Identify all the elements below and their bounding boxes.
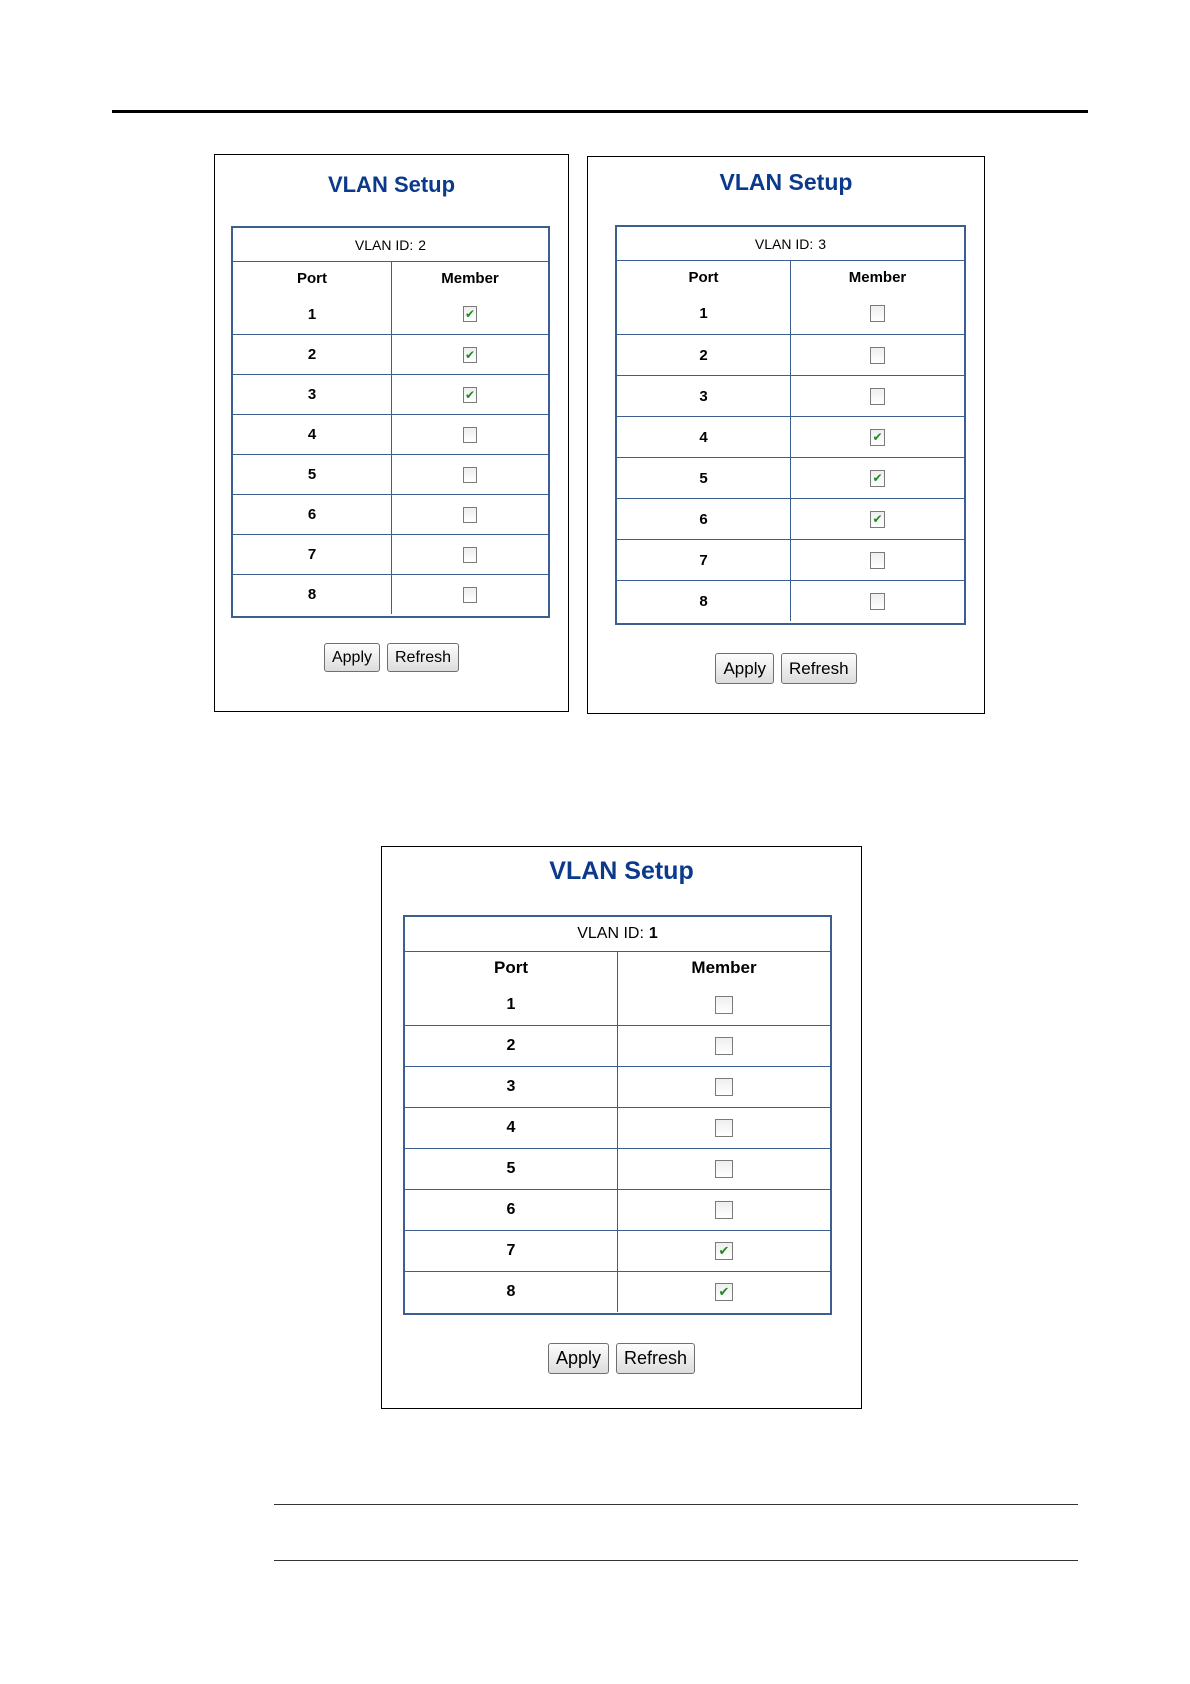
checkbox-empty-icon[interactable] bbox=[870, 347, 885, 364]
table-row bbox=[405, 1148, 830, 1189]
member-cell bbox=[392, 375, 548, 414]
member-cell bbox=[791, 581, 964, 621]
checkbox-empty-icon[interactable] bbox=[463, 467, 477, 483]
member-cell bbox=[618, 1026, 830, 1066]
table-header-row bbox=[617, 260, 964, 293]
table-row bbox=[233, 574, 548, 614]
table-row bbox=[405, 1189, 830, 1230]
port-number: 6 bbox=[617, 499, 791, 539]
bottom-rule-upper bbox=[274, 1504, 1078, 1505]
port-number: 7 bbox=[617, 540, 791, 580]
port-number: 4 bbox=[233, 415, 392, 454]
port-number: 2 bbox=[233, 335, 392, 374]
table-row bbox=[405, 1271, 830, 1312]
vlan-setup-panel-vlan-3 bbox=[587, 156, 985, 714]
port-column-header: Port bbox=[405, 952, 618, 984]
port-number: 4 bbox=[405, 1108, 618, 1148]
vlan-id-label: VLAN ID: bbox=[577, 925, 644, 942]
member-column-header: Member bbox=[441, 269, 499, 287]
panel-title: VLAN Setup bbox=[327, 172, 456, 197]
checkbox-empty-icon[interactable] bbox=[463, 587, 477, 603]
table-row bbox=[233, 494, 548, 534]
port-number: 4 bbox=[617, 417, 791, 457]
member-cell bbox=[791, 376, 964, 416]
member-cell bbox=[618, 984, 830, 1025]
port-number: 1 bbox=[233, 294, 392, 334]
table-header-row bbox=[233, 261, 548, 294]
checkbox-empty-icon[interactable] bbox=[715, 1037, 733, 1055]
table-row bbox=[405, 1107, 830, 1148]
port-number: 8 bbox=[617, 581, 791, 621]
port-number: 8 bbox=[405, 1272, 618, 1312]
checkbox-checked-icon[interactable]: ✔ bbox=[870, 429, 885, 446]
checkbox-checked-icon[interactable]: ✔ bbox=[464, 307, 476, 321]
member-cell bbox=[791, 417, 964, 457]
vlan-id-value: 2 bbox=[418, 236, 427, 253]
checkbox-empty-icon[interactable] bbox=[463, 507, 477, 523]
member-cell bbox=[791, 540, 964, 580]
vlan-id-row bbox=[405, 917, 830, 951]
member-cell bbox=[618, 1231, 830, 1271]
port-number: 2 bbox=[617, 335, 791, 375]
top-rule bbox=[112, 110, 1088, 113]
vlan-id-cell bbox=[233, 228, 548, 261]
checkbox-empty-icon[interactable] bbox=[715, 1201, 733, 1219]
table-row bbox=[617, 375, 964, 416]
port-number: 5 bbox=[405, 1149, 618, 1189]
checkbox-empty-icon[interactable] bbox=[463, 427, 477, 443]
vlan-id-row bbox=[617, 227, 964, 260]
checkbox-empty-icon[interactable] bbox=[870, 388, 885, 405]
vlan-id-label: VLAN ID: bbox=[354, 236, 414, 253]
table-row bbox=[233, 414, 548, 454]
table-row bbox=[405, 1066, 830, 1107]
button-bar bbox=[588, 653, 984, 684]
button-bar bbox=[215, 643, 568, 672]
vlan-setup-panel-vlan-1 bbox=[381, 846, 862, 1409]
apply-button[interactable]: Apply bbox=[548, 1343, 609, 1374]
vlan-id-cell bbox=[617, 227, 964, 260]
panel-title: VLAN Setup bbox=[719, 169, 853, 195]
member-cell bbox=[791, 458, 964, 498]
table-row bbox=[617, 334, 964, 375]
vlan-id-row bbox=[233, 228, 548, 261]
port-number: 3 bbox=[405, 1067, 618, 1107]
checkbox-checked-icon[interactable]: ✔ bbox=[870, 470, 885, 487]
checkbox-empty-icon[interactable] bbox=[715, 1160, 733, 1178]
table-header-row bbox=[405, 951, 830, 984]
member-cell bbox=[618, 1108, 830, 1148]
port-number: 3 bbox=[617, 376, 791, 416]
port-number: 7 bbox=[233, 535, 392, 574]
table-row bbox=[233, 454, 548, 494]
vlan-setup-panel-vlan-2 bbox=[214, 154, 569, 712]
vlan-id-value: 1 bbox=[648, 925, 658, 942]
table-row bbox=[617, 580, 964, 621]
checkbox-empty-icon[interactable] bbox=[870, 305, 885, 322]
checkbox-checked-icon[interactable]: ✔ bbox=[464, 387, 476, 402]
refresh-button[interactable]: Refresh bbox=[781, 653, 857, 684]
refresh-button[interactable]: Refresh bbox=[387, 643, 459, 672]
table-row bbox=[617, 457, 964, 498]
port-number: 8 bbox=[233, 575, 392, 614]
table-row bbox=[617, 293, 964, 334]
button-bar bbox=[382, 1343, 861, 1374]
vlan-id-cell bbox=[405, 917, 830, 951]
member-cell bbox=[392, 575, 548, 614]
vlan-id-value: 3 bbox=[818, 235, 827, 252]
port-number: 1 bbox=[617, 293, 791, 334]
member-cell bbox=[392, 415, 548, 454]
port-number: 6 bbox=[405, 1190, 618, 1230]
port-number: 3 bbox=[233, 375, 392, 414]
vlan-member-table bbox=[615, 225, 966, 625]
table-row bbox=[617, 416, 964, 457]
table-row bbox=[405, 1025, 830, 1066]
table-row bbox=[233, 374, 548, 414]
member-column-header: Member bbox=[691, 958, 757, 977]
member-cell bbox=[392, 455, 548, 494]
table-row bbox=[405, 984, 830, 1025]
vlan-member-table bbox=[231, 226, 550, 618]
member-cell bbox=[791, 499, 964, 539]
vlan-member-table bbox=[403, 915, 832, 1315]
member-cell bbox=[618, 1190, 830, 1230]
port-number: 2 bbox=[405, 1026, 618, 1066]
refresh-button[interactable]: Refresh bbox=[616, 1343, 695, 1374]
member-cell bbox=[618, 1067, 830, 1107]
checkbox-checked-icon[interactable]: ✔ bbox=[464, 347, 476, 362]
checkbox-checked-icon[interactable]: ✔ bbox=[715, 1242, 733, 1260]
member-cell bbox=[392, 335, 548, 374]
table-row bbox=[233, 294, 548, 334]
member-cell bbox=[618, 1272, 830, 1312]
port-number: 1 bbox=[405, 984, 618, 1025]
port-number: 7 bbox=[405, 1231, 618, 1271]
table-row bbox=[233, 334, 548, 374]
member-cell bbox=[392, 294, 548, 334]
member-column-header: Member bbox=[848, 268, 907, 286]
vlan-id-label: VLAN ID: bbox=[754, 235, 814, 252]
checkbox-empty-icon[interactable] bbox=[715, 996, 733, 1014]
port-column-header: Port bbox=[617, 261, 791, 293]
checkbox-empty-icon[interactable] bbox=[715, 1078, 733, 1096]
port-column-header: Port bbox=[233, 262, 392, 294]
table-row bbox=[405, 1230, 830, 1271]
apply-button[interactable]: Apply bbox=[324, 643, 380, 672]
checkbox-checked-icon[interactable]: ✔ bbox=[870, 511, 885, 528]
checkbox-empty-icon[interactable] bbox=[870, 552, 885, 569]
member-cell bbox=[392, 495, 548, 534]
checkbox-empty-icon[interactable] bbox=[463, 547, 477, 563]
member-cell bbox=[791, 293, 964, 334]
table-row bbox=[617, 539, 964, 580]
bottom-rule-lower bbox=[274, 1560, 1078, 1561]
table-row bbox=[617, 498, 964, 539]
panel-title: VLAN Setup bbox=[549, 857, 694, 885]
member-cell bbox=[618, 1149, 830, 1189]
checkbox-empty-icon[interactable] bbox=[870, 593, 885, 610]
port-number: 6 bbox=[233, 495, 392, 534]
checkbox-empty-icon[interactable] bbox=[715, 1119, 733, 1137]
member-cell bbox=[791, 335, 964, 375]
member-cell bbox=[392, 535, 548, 574]
checkbox-checked-icon[interactable]: ✔ bbox=[715, 1283, 733, 1301]
port-number: 5 bbox=[617, 458, 791, 498]
table-row bbox=[233, 534, 548, 574]
port-number: 5 bbox=[233, 455, 392, 494]
apply-button[interactable]: Apply bbox=[715, 653, 774, 684]
